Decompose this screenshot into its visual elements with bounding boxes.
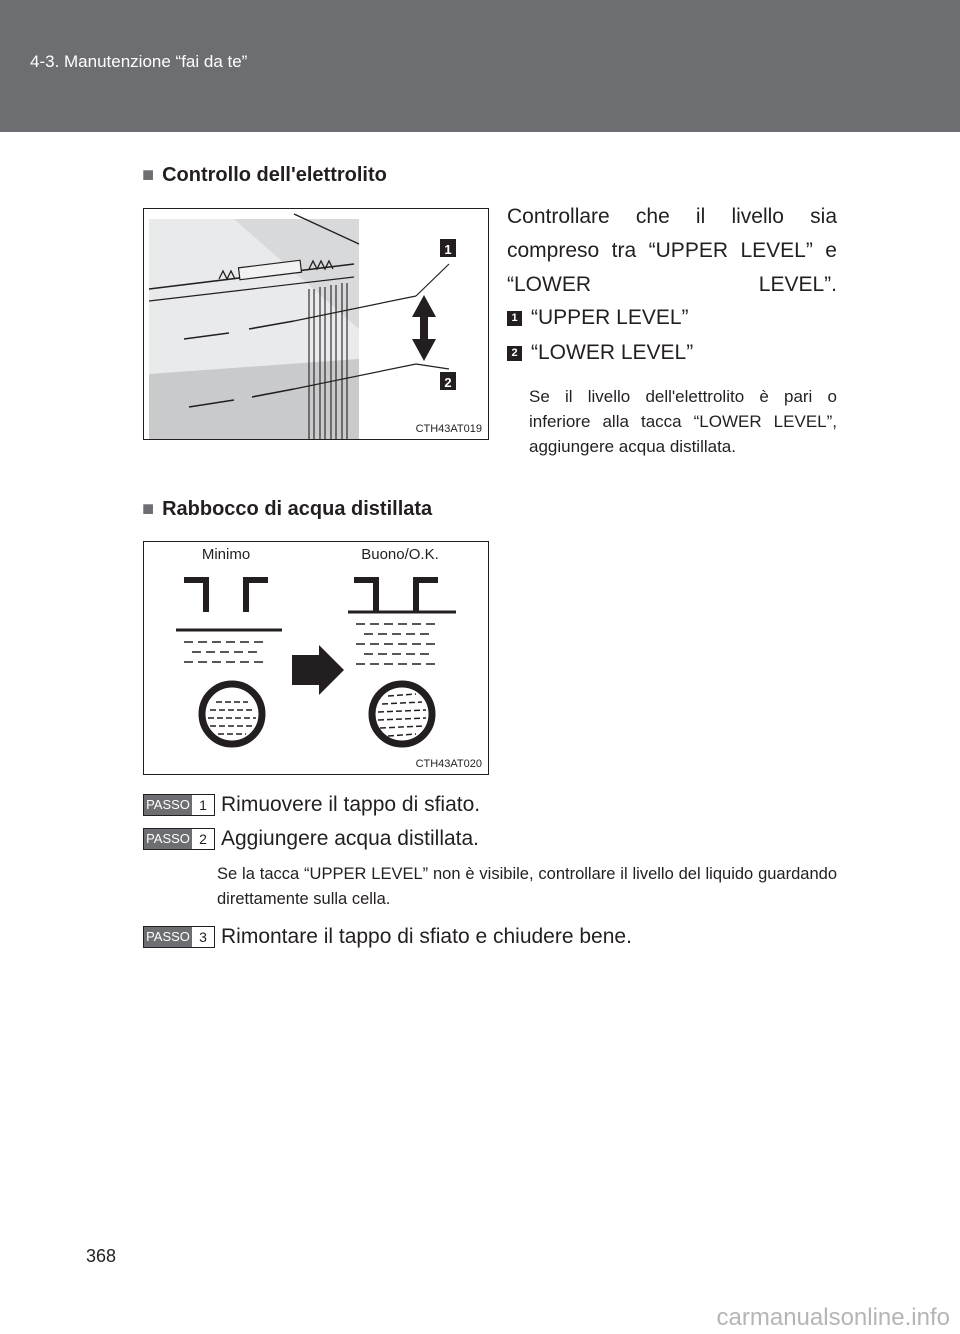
watermark: carmanualsonline.info (716, 1304, 950, 1331)
label-ok: Buono/O.K. (361, 546, 439, 563)
ok-level-cap-icon (372, 684, 432, 744)
battery-illustration (144, 209, 488, 439)
figure-code: CTH43AT019 (415, 423, 482, 435)
step-number: 3 (192, 927, 214, 947)
chapter-title: 4-3. Manutenzione “fai da te” (30, 52, 248, 71)
label-minimum: Minimo (201, 546, 251, 563)
section-heading-refill (142, 498, 432, 521)
callout-1: 1 (444, 242, 452, 257)
figure-code: CTH43AT020 (415, 758, 482, 770)
list-item-upper (507, 306, 689, 330)
step-2 (143, 827, 479, 851)
step-text: Rimuovere il tappo di sfiato. (221, 793, 481, 816)
step-badge (143, 926, 215, 948)
step-number: 1 (192, 795, 214, 815)
section-heading-electrolyte (142, 164, 387, 187)
list-item-lower (507, 341, 693, 365)
number-badge: 1 (507, 311, 522, 326)
step-text: Rimontare il tappo di sfiato e chiudere bene. (221, 925, 632, 948)
step-text: Aggiungere acqua distillata. (221, 827, 480, 850)
step-badge (143, 828, 215, 850)
square-bullet-icon: ■ (142, 164, 155, 186)
section-heading-text: Rabbocco di acqua distillata (162, 498, 433, 520)
number-badge: 2 (507, 346, 522, 361)
step-3 (143, 925, 632, 949)
list-item-label: “UPPER LEVEL” (531, 306, 689, 329)
page-header (0, 0, 960, 132)
list-item-label: “LOWER LEVEL” (531, 341, 694, 364)
step-1 (143, 793, 480, 817)
low-level-note: Se il livello dell'elettrolito è pari o inferiore alla tacca “LOWER LEVEL”, aggiungere acqua distillata. (529, 387, 837, 456)
refill-illustration (144, 542, 488, 774)
step-number: 2 (192, 829, 214, 849)
callout-2: 2 (444, 375, 452, 390)
step-2-note: Se la tacca “UPPER LEVEL” non è visibile, controllare il livello del liquido guardando direttamente sulla cella. (217, 865, 837, 908)
section-heading-text: Controllo dell'elettrolito (162, 164, 387, 186)
step-badge (143, 794, 215, 816)
battery-level-figure (143, 208, 489, 440)
low-level-cap-icon (202, 684, 262, 744)
level-instruction: Controllare che il livello sia compreso tra “UPPER LEVEL” e “LOWER LEVEL”. (507, 205, 837, 296)
step-word: PASSO (144, 795, 192, 815)
step-word: PASSO (144, 927, 192, 947)
step-word: PASSO (144, 829, 192, 849)
refill-level-figure (143, 541, 489, 775)
square-bullet-icon: ■ (142, 498, 155, 520)
page-number: 368 (86, 1246, 117, 1266)
